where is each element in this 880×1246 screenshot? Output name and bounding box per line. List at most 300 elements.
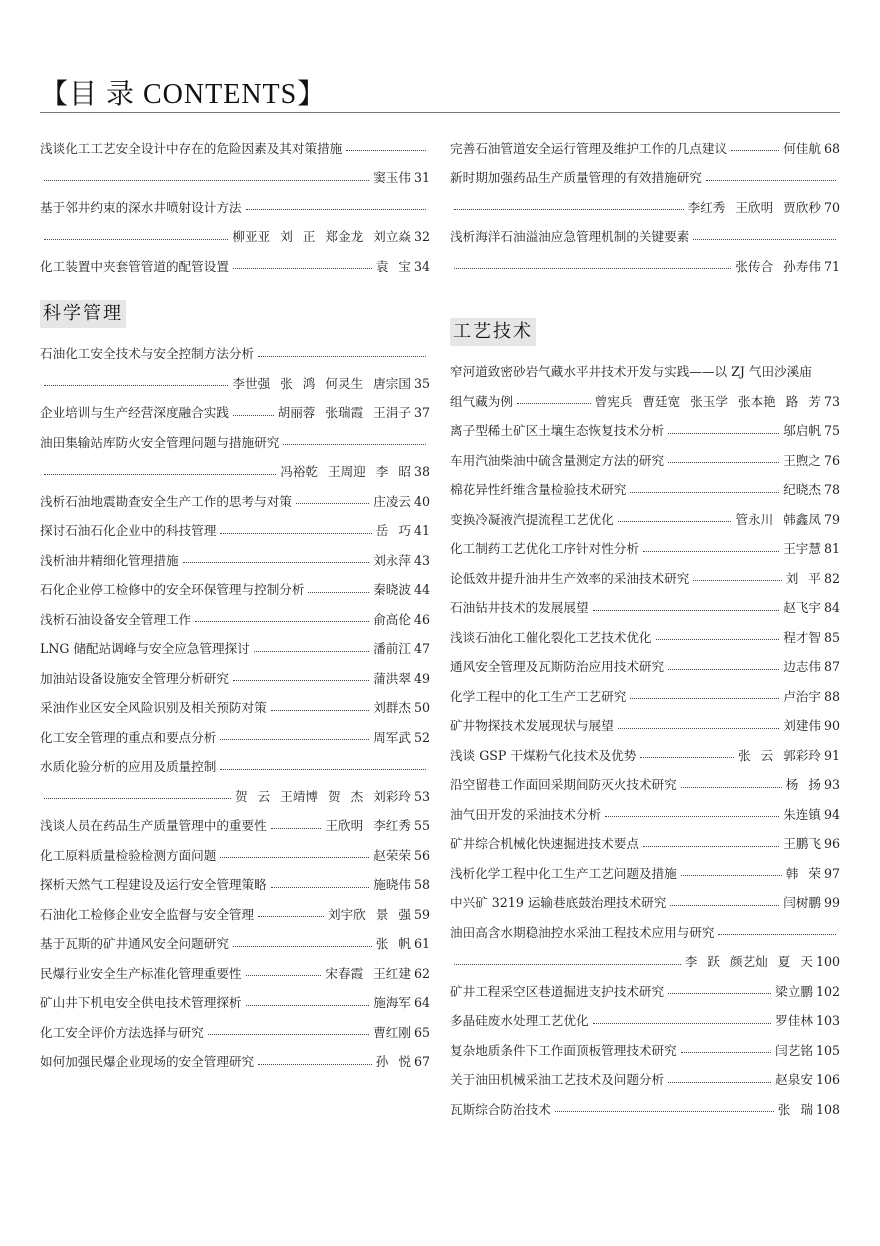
leader-dots bbox=[517, 403, 591, 404]
entry-authors: 纪晓杰 bbox=[783, 482, 821, 498]
leader-dots bbox=[220, 769, 426, 770]
entry-title: 浅析石油地震勘查安全生产工作的思考与对策 bbox=[40, 493, 292, 509]
entry-page: 106 bbox=[815, 1072, 840, 1088]
entry-title: 通风安全管理及瓦斯防治应用技术研究 bbox=[450, 659, 665, 675]
entry-page: 67 bbox=[413, 1054, 430, 1070]
toc-line bbox=[450, 948, 840, 978]
leader-dots bbox=[346, 150, 426, 151]
entry-authors: 刘永萍 bbox=[373, 552, 411, 568]
right-column bbox=[450, 134, 840, 1125]
leader-dots bbox=[643, 551, 779, 552]
entry-authors: 张 云 郭彩玲 bbox=[737, 747, 821, 763]
leader-dots bbox=[693, 580, 781, 581]
entry-title: 油田集输站库防火安全管理问题与措施研究 bbox=[40, 434, 280, 450]
entry-title: 油田高含水期稳油控水采油工程技术应用与研究 bbox=[450, 924, 715, 940]
toc-line bbox=[450, 623, 840, 653]
toc-entry bbox=[450, 417, 840, 447]
toc-entry bbox=[450, 446, 840, 476]
toc-entry bbox=[450, 134, 840, 164]
toc-entry bbox=[450, 1095, 840, 1125]
toc-line bbox=[40, 753, 430, 783]
toc-entry bbox=[40, 193, 430, 252]
leader-dots bbox=[246, 1005, 370, 1006]
toc-entry bbox=[450, 712, 840, 742]
toc-line bbox=[450, 889, 840, 919]
toc-entry bbox=[450, 741, 840, 771]
leader-dots bbox=[271, 710, 370, 711]
leader-dots bbox=[233, 268, 372, 269]
entry-authors: 邬启帆 bbox=[783, 423, 821, 439]
entry-authors: 袁 宝 bbox=[375, 258, 411, 274]
leader-dots bbox=[593, 610, 780, 611]
entry-title: 浅谈人员在药品生产质量管理中的重要性 bbox=[40, 818, 267, 834]
entry-authors: 柳亚亚 刘 正 郑金龙 刘立焱 bbox=[232, 229, 411, 245]
entry-authors: 孙 悦 bbox=[375, 1054, 411, 1070]
entry-authors: 韩 荣 bbox=[785, 865, 821, 881]
toc-line bbox=[40, 782, 430, 812]
leader-dots bbox=[706, 180, 836, 181]
toc-entry bbox=[40, 664, 430, 694]
toc-line bbox=[450, 164, 840, 194]
leader-dots bbox=[668, 433, 779, 434]
entry-title: 矿山井下机电安全供电技术管理探析 bbox=[40, 995, 242, 1011]
toc-entry bbox=[450, 594, 840, 624]
entry-authors: 施海军 bbox=[373, 995, 411, 1011]
entry-authors: 赵荣荣 bbox=[373, 847, 411, 863]
entry-authors: 杨 扬 bbox=[785, 777, 821, 793]
toc-entry bbox=[40, 134, 430, 193]
toc-line bbox=[450, 859, 840, 889]
entry-page: 37 bbox=[413, 405, 430, 421]
entry-authors: 王欣明 李红秀 bbox=[325, 818, 411, 834]
entry-title: 浅析石油设备安全管理工作 bbox=[40, 611, 192, 627]
leader-dots bbox=[258, 916, 324, 917]
leader-dots bbox=[668, 993, 771, 994]
toc-entry bbox=[40, 635, 430, 665]
entry-title: 化工制药工艺优化工序针对性分析 bbox=[450, 541, 639, 557]
toc-line bbox=[450, 712, 840, 742]
entry-title: 采油作业区安全风险识别及相关预防对策 bbox=[40, 700, 267, 716]
toc-line bbox=[40, 576, 430, 606]
leader-dots bbox=[195, 621, 369, 622]
entry-title: 化工装置中夹套管管道的配管设置 bbox=[40, 258, 229, 274]
toc-entry bbox=[450, 358, 840, 417]
leader-dots bbox=[183, 562, 370, 563]
leader-dots bbox=[246, 209, 427, 210]
toc-entry bbox=[40, 1018, 430, 1048]
entry-page: 71 bbox=[823, 258, 840, 274]
toc-line bbox=[450, 535, 840, 565]
entry-authors: 施晓伟 bbox=[373, 877, 411, 893]
leader-dots bbox=[630, 698, 779, 699]
entry-title: 基于邻井约束的深水井喷射设计方法 bbox=[40, 199, 242, 215]
toc-line bbox=[40, 428, 430, 458]
entry-title: 水质化验分析的应用及质量控制 bbox=[40, 759, 217, 775]
entry-authors: 梁立鹏 bbox=[775, 983, 813, 999]
entry-title: 复杂地质条件下工作面顶板管理技术研究 bbox=[450, 1042, 677, 1058]
toc-entry bbox=[450, 476, 840, 506]
toc-line bbox=[40, 694, 430, 724]
entry-page: 100 bbox=[815, 954, 840, 970]
entry-authors: 王宇慧 bbox=[783, 541, 821, 557]
leader-dots bbox=[246, 975, 322, 976]
entry-title: 石化企业停工检修中的安全环保管理与控制分析 bbox=[40, 582, 305, 598]
leader-dots bbox=[668, 462, 779, 463]
entry-page: 46 bbox=[413, 611, 430, 627]
entry-authors: 宋春霞 王红建 bbox=[325, 965, 411, 981]
entry-page: 96 bbox=[823, 836, 840, 852]
entry-page: 70 bbox=[823, 199, 840, 215]
toc-line bbox=[450, 505, 840, 535]
toc-entry bbox=[450, 1007, 840, 1037]
toc-line bbox=[40, 487, 430, 517]
entry-title: 浅谈石油化工催化裂化工艺技术优化 bbox=[450, 629, 652, 645]
leader-dots bbox=[44, 474, 276, 475]
toc-line bbox=[40, 546, 430, 576]
toc-entry bbox=[450, 682, 840, 712]
toc-line bbox=[40, 812, 430, 842]
entry-title: LNG 储配站调峰与安全应急管理探讨 bbox=[40, 641, 250, 657]
toc-entry bbox=[40, 517, 430, 547]
toc-entry bbox=[450, 771, 840, 801]
toc-line bbox=[450, 358, 840, 388]
entry-authors: 卢治宇 bbox=[783, 688, 821, 704]
toc-line bbox=[450, 387, 840, 417]
entry-page: 43 bbox=[413, 552, 430, 568]
entry-page: 102 bbox=[815, 983, 840, 999]
entry-title: 化工原料质量检验检测方面问题 bbox=[40, 847, 217, 863]
entry-authors: 赵泉安 bbox=[775, 1072, 813, 1088]
leader-dots bbox=[731, 150, 779, 151]
leader-dots bbox=[630, 492, 779, 493]
leader-dots bbox=[44, 239, 228, 240]
entry-title: 石油化工安全技术与安全控制方法分析 bbox=[40, 346, 255, 362]
toc-line bbox=[40, 517, 430, 547]
entry-page: 93 bbox=[823, 777, 840, 793]
entry-authors: 曾宪兵 曹廷宽 张玉学 张本艳 路 芳 bbox=[594, 393, 821, 409]
entry-page: 64 bbox=[413, 995, 430, 1011]
entry-authors: 曹红刚 bbox=[373, 1024, 411, 1040]
toc-line bbox=[450, 134, 840, 164]
leader-dots bbox=[454, 964, 681, 965]
entry-title: 矿井综合机械化快速掘进技术要点 bbox=[450, 836, 639, 852]
leader-dots bbox=[693, 239, 836, 240]
toc-line bbox=[450, 252, 840, 282]
entry-authors: 冯裕乾 王周迎 李 昭 bbox=[280, 464, 411, 480]
toc-entry bbox=[40, 871, 430, 901]
entry-page: 82 bbox=[823, 570, 840, 586]
entry-page: 56 bbox=[413, 847, 430, 863]
section-heading-process-technology: 工艺技术 bbox=[450, 318, 536, 346]
entry-authors: 刘群杰 bbox=[373, 700, 411, 716]
entry-page: 79 bbox=[823, 511, 840, 527]
entry-page: 65 bbox=[413, 1024, 430, 1040]
toc-line bbox=[40, 399, 430, 429]
entry-authors: 张 瑞 bbox=[777, 1101, 813, 1117]
toc-line bbox=[450, 977, 840, 1007]
entry-authors: 程才智 bbox=[783, 629, 821, 645]
entry-title: 基于瓦斯的矿井通风安全问题研究 bbox=[40, 936, 229, 952]
toc-line bbox=[40, 989, 430, 1019]
toc-line bbox=[40, 1048, 430, 1078]
entry-page: 76 bbox=[823, 452, 840, 468]
toc-line bbox=[450, 594, 840, 624]
entry-title: 浅析海洋石油溢油应急管理机制的关键要素 bbox=[450, 229, 690, 245]
entry-page: 49 bbox=[413, 670, 430, 686]
entry-page: 91 bbox=[823, 747, 840, 763]
entry-page: 61 bbox=[413, 936, 430, 952]
toc-line bbox=[450, 1036, 840, 1066]
entry-page: 68 bbox=[823, 140, 840, 156]
entry-title: 新时期加强药品生产质量管理的有效措施研究 bbox=[450, 170, 702, 186]
entry-authors: 潘前江 bbox=[373, 641, 411, 657]
entry-page: 62 bbox=[413, 965, 430, 981]
entry-authors: 贺 云 王靖博 贺 杰 刘彩玲 bbox=[235, 788, 411, 804]
entry-title: 如何加强民爆企业现场的安全管理研究 bbox=[40, 1054, 255, 1070]
leader-dots bbox=[555, 1111, 774, 1112]
toc-entry bbox=[40, 694, 430, 724]
toc-line bbox=[40, 723, 430, 753]
entry-page: 84 bbox=[823, 600, 840, 616]
leader-dots bbox=[618, 728, 779, 729]
toc-entry bbox=[40, 753, 430, 812]
entry-page: 31 bbox=[413, 170, 430, 186]
toc-entry bbox=[450, 653, 840, 683]
entry-page: 35 bbox=[413, 375, 430, 391]
leader-dots bbox=[220, 857, 369, 858]
toc-line bbox=[450, 1007, 840, 1037]
toc-line bbox=[450, 223, 840, 253]
toc-line bbox=[450, 771, 840, 801]
entry-authors: 蒲洪翠 bbox=[373, 670, 411, 686]
entry-authors: 刘建伟 bbox=[783, 718, 821, 734]
toc-entry bbox=[40, 989, 430, 1019]
toc-entry bbox=[40, 900, 430, 930]
entry-authors: 俞高伦 bbox=[373, 611, 411, 627]
entry-title: 沿空留巷工作面回采期间防灭火技术研究 bbox=[450, 777, 677, 793]
right-top-list bbox=[450, 134, 840, 282]
leader-dots bbox=[308, 592, 369, 593]
toc-line bbox=[40, 193, 430, 223]
toc-line bbox=[40, 369, 430, 399]
entry-page: 87 bbox=[823, 659, 840, 675]
leader-dots bbox=[640, 757, 734, 758]
leader-dots bbox=[271, 887, 370, 888]
toc-entry bbox=[40, 841, 430, 871]
leader-dots bbox=[618, 521, 732, 522]
entry-title: 车用汽油柴油中硫含量测定方法的研究 bbox=[450, 452, 665, 468]
entry-title: 民爆行业安全生产标准化管理重要性 bbox=[40, 965, 242, 981]
entry-title: 化工安全管理的重点和要点分析 bbox=[40, 729, 217, 745]
entry-page: 94 bbox=[823, 806, 840, 822]
toc-entry bbox=[40, 812, 430, 842]
entry-title: 矿井物探技术发展现状与展望 bbox=[450, 718, 614, 734]
leader-dots bbox=[718, 934, 836, 935]
title-divider bbox=[40, 112, 840, 113]
entry-page: 103 bbox=[815, 1013, 840, 1029]
entry-authors: 胡丽蓉 张瑞霞 王涓子 bbox=[277, 405, 411, 421]
toc-entry bbox=[450, 977, 840, 1007]
entry-title: 企业培训与生产经营深度融合实践 bbox=[40, 405, 229, 421]
leader-dots bbox=[258, 356, 426, 357]
entry-title: 浅析油井精细化管理措施 bbox=[40, 552, 179, 568]
entry-page: 53 bbox=[413, 788, 430, 804]
entry-authors: 李世强 张 鸿 何灵生 唐宗国 bbox=[232, 375, 411, 391]
leader-dots bbox=[44, 385, 228, 386]
toc-entry bbox=[450, 505, 840, 535]
toc-entry bbox=[40, 546, 430, 576]
toc-entry bbox=[450, 223, 840, 282]
entry-authors: 管永川 韩鑫凤 bbox=[735, 511, 821, 527]
toc-line bbox=[450, 564, 840, 594]
toc-entry bbox=[40, 399, 430, 429]
leader-dots bbox=[44, 798, 231, 799]
toc-line bbox=[450, 653, 840, 683]
entry-authors: 王煦之 bbox=[783, 452, 821, 468]
entry-authors: 刘宇欣 景 强 bbox=[327, 906, 411, 922]
toc-entry bbox=[450, 859, 840, 889]
entry-authors: 刘 平 bbox=[785, 570, 821, 586]
left-column bbox=[40, 134, 430, 1077]
toc-line bbox=[450, 476, 840, 506]
entry-title: 窄河道致密砂岩气藏水平井技术开发与实践——以 ZJ 气田沙溪庙 bbox=[450, 364, 812, 380]
toc-entry bbox=[450, 623, 840, 653]
toc-line bbox=[40, 134, 430, 164]
toc-line bbox=[450, 193, 840, 223]
toc-line bbox=[40, 458, 430, 488]
entry-page: 44 bbox=[413, 582, 430, 598]
toc-entry bbox=[450, 1036, 840, 1066]
left-main-list bbox=[40, 340, 430, 1078]
leader-dots bbox=[220, 533, 371, 534]
entry-page: 34 bbox=[413, 258, 430, 274]
entry-page: 97 bbox=[823, 865, 840, 881]
entry-title: 瓦斯综合防治技术 bbox=[450, 1101, 551, 1117]
entry-authors: 周军武 bbox=[373, 729, 411, 745]
section-heading-science-management: 科学管理 bbox=[40, 300, 126, 328]
entry-title: 关于油田机械采油工艺技术及问题分析 bbox=[450, 1072, 665, 1088]
toc-entry bbox=[40, 930, 430, 960]
entry-page: 41 bbox=[413, 523, 430, 539]
toc-line bbox=[40, 900, 430, 930]
leader-dots bbox=[296, 503, 369, 504]
toc-entry bbox=[40, 428, 430, 487]
toc-entry bbox=[450, 830, 840, 860]
left-top-list bbox=[40, 134, 430, 282]
toc-line bbox=[40, 930, 430, 960]
entry-page: 47 bbox=[413, 641, 430, 657]
entry-title: 浅谈 GSP 干煤粉气化技术及优势 bbox=[450, 747, 637, 763]
toc-line bbox=[40, 252, 430, 282]
entry-page: 52 bbox=[413, 729, 430, 745]
entry-page: 75 bbox=[823, 423, 840, 439]
entry-page: 78 bbox=[823, 482, 840, 498]
entry-page: 58 bbox=[413, 877, 430, 893]
entry-authors: 何佳航 bbox=[783, 140, 821, 156]
entry-title: 棉花异性纤维含量检验技术研究 bbox=[450, 482, 627, 498]
entry-authors: 边志伟 bbox=[783, 659, 821, 675]
entry-page: 38 bbox=[413, 464, 430, 480]
entry-page: 81 bbox=[823, 541, 840, 557]
entry-page: 105 bbox=[815, 1042, 840, 1058]
toc-entry bbox=[450, 918, 840, 977]
entry-title: 化学工程中的化工生产工艺研究 bbox=[450, 688, 627, 704]
entry-authors: 窦玉伟 bbox=[373, 170, 411, 186]
toc-line bbox=[40, 871, 430, 901]
leader-dots bbox=[681, 1052, 771, 1053]
leader-dots bbox=[208, 1034, 369, 1035]
leader-dots bbox=[44, 180, 369, 181]
toc-line bbox=[450, 1066, 840, 1096]
toc-line bbox=[450, 800, 840, 830]
entry-authors: 张 帆 bbox=[375, 936, 411, 952]
leader-dots bbox=[283, 444, 426, 445]
leader-dots bbox=[220, 739, 369, 740]
entry-page: 90 bbox=[823, 718, 840, 734]
leader-dots bbox=[254, 651, 369, 652]
toc-line bbox=[450, 682, 840, 712]
entry-title: 离子型稀土矿区土壤生态恢复技术分析 bbox=[450, 423, 665, 439]
entry-title: 油气田开发的采油技术分析 bbox=[450, 806, 602, 822]
entry-page: 88 bbox=[823, 688, 840, 704]
leader-dots bbox=[643, 846, 779, 847]
entry-authors: 李 跃 颜艺灿 夏 天 bbox=[684, 954, 813, 970]
toc-line bbox=[40, 223, 430, 253]
entry-title: 浅谈化工工艺安全设计中存在的危险因素及其对策措施 bbox=[40, 140, 343, 156]
entry-page: 40 bbox=[413, 493, 430, 509]
toc-line bbox=[450, 741, 840, 771]
toc-line bbox=[40, 841, 430, 871]
right-main-list bbox=[450, 358, 840, 1125]
entry-page: 59 bbox=[413, 906, 430, 922]
entry-page: 99 bbox=[823, 895, 840, 911]
toc-entry bbox=[40, 723, 430, 753]
entry-page: 32 bbox=[413, 229, 430, 245]
entry-page: 55 bbox=[413, 818, 430, 834]
toc-entry bbox=[40, 1048, 430, 1078]
leader-dots bbox=[670, 905, 779, 906]
entry-authors: 闫树鹏 bbox=[783, 895, 821, 911]
entry-authors: 张传合 孙寿伟 bbox=[735, 258, 821, 274]
toc-line bbox=[450, 918, 840, 948]
page-title: 【目 录 CONTENTS】 bbox=[40, 79, 327, 110]
entry-authors: 秦晓波 bbox=[373, 582, 411, 598]
leader-dots bbox=[454, 268, 731, 269]
entry-title: 变换冷凝液汽提流程工艺优化 bbox=[450, 511, 614, 527]
toc-entry bbox=[40, 605, 430, 635]
entry-authors: 闫艺铭 bbox=[775, 1042, 813, 1058]
toc-line bbox=[450, 1095, 840, 1125]
entry-authors: 岳 巧 bbox=[375, 523, 411, 539]
entry-title: 论低效井提升油井生产效率的采油技术研究 bbox=[450, 570, 690, 586]
toc-line bbox=[40, 605, 430, 635]
entry-title: 完善石油管道安全运行管理及维护工作的几点建议 bbox=[450, 140, 728, 156]
leader-dots bbox=[233, 946, 372, 947]
leader-dots bbox=[454, 209, 684, 210]
entry-title: 探讨石油石化企业中的科技管理 bbox=[40, 523, 217, 539]
entry-page: 85 bbox=[823, 629, 840, 645]
entry-title-cont: 组气藏为例 bbox=[450, 393, 513, 409]
toc-entry bbox=[450, 889, 840, 919]
toc-line bbox=[40, 635, 430, 665]
leader-dots bbox=[656, 639, 780, 640]
entry-authors: 罗佳林 bbox=[775, 1013, 813, 1029]
entry-title: 浅析化学工程中化工生产工艺问题及措施 bbox=[450, 865, 677, 881]
toc-entry bbox=[450, 1066, 840, 1096]
toc-entry bbox=[450, 164, 840, 223]
entry-page: 50 bbox=[413, 700, 430, 716]
entry-title: 加油站设备设施安全管理分析研究 bbox=[40, 670, 229, 686]
